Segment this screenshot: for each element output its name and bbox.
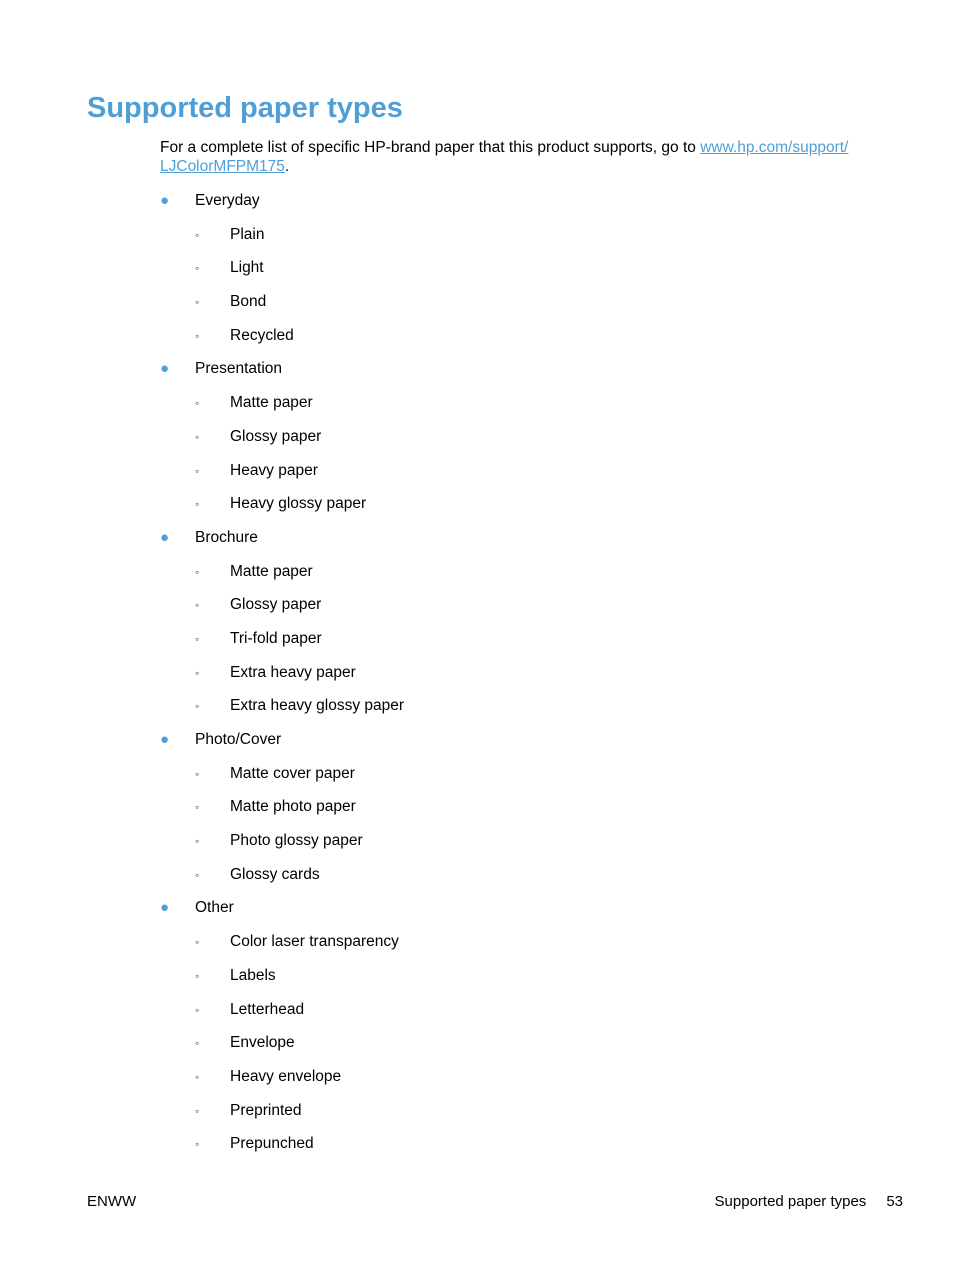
paper-type-label: Prepunched <box>230 1135 314 1153</box>
circle-bullet-icon: ◦ <box>195 295 200 310</box>
circle-bullet-icon: ◦ <box>195 631 200 646</box>
paper-type-label: Letterhead <box>230 1000 305 1018</box>
intro-text: For a complete list of specific HP-brand paper that this product supports, go to <box>160 139 701 156</box>
circle-bullet-icon: ◦ <box>195 564 200 579</box>
bullet-icon: ● <box>160 192 170 209</box>
paper-type-label: Bond <box>230 293 267 311</box>
paper-type-label: Envelope <box>230 1034 295 1052</box>
bullet-icon: ● <box>160 528 170 546</box>
circle-bullet-icon: ◦ <box>195 1036 200 1051</box>
paper-type-label: Matte paper <box>230 394 313 412</box>
circle-bullet-icon: ◦ <box>195 665 200 680</box>
circle-bullet-icon: ◦ <box>195 497 200 512</box>
circle-bullet-icon: ◦ <box>195 1002 200 1017</box>
category-label: Other <box>195 899 234 917</box>
paper-type-label: Light <box>230 259 264 277</box>
circle-bullet-icon: ◦ <box>195 867 200 882</box>
paper-type-label: Extra heavy paper <box>230 663 356 681</box>
circle-bullet-icon: ◦ <box>195 834 200 849</box>
bullet-icon: ● <box>160 899 170 917</box>
category-label: Presentation <box>195 360 283 378</box>
paper-type-label: Heavy glossy paper <box>230 495 367 513</box>
paper-type-label: Glossy paper <box>230 596 322 614</box>
paper-type-label: Matte paper <box>230 562 313 580</box>
category-label: Everyday <box>195 192 260 209</box>
paper-type-label: Glossy paper <box>230 427 322 445</box>
paper-type-label: Extra heavy glossy paper <box>230 697 405 715</box>
paper-type-label: Recycled <box>230 326 294 344</box>
paper-type-label: Tri-fold paper <box>230 629 322 647</box>
circle-bullet-icon: ◦ <box>195 800 200 815</box>
circle-bullet-icon: ◦ <box>195 598 200 613</box>
footer-left: ENWW <box>87 1193 137 1210</box>
circle-bullet-icon: ◦ <box>195 699 200 714</box>
circle-bullet-icon: ◦ <box>195 429 200 444</box>
intro-end: . <box>284 158 290 175</box>
paper-type-label: Photo glossy paper <box>230 832 363 850</box>
paper-type-label: Labels <box>230 966 276 984</box>
page-number: 53 <box>886 1193 903 1210</box>
paper-type-label: Matte cover paper <box>230 764 355 782</box>
footer-section: Supported paper types <box>714 1193 867 1210</box>
category-label: Brochure <box>195 528 258 546</box>
circle-bullet-icon: ◦ <box>195 261 200 276</box>
paper-type-label: Matte photo paper <box>230 798 356 816</box>
paper-type-label: Preprinted <box>230 1101 302 1119</box>
paper-type-label: Heavy paper <box>230 461 318 479</box>
circle-bullet-icon: ◦ <box>195 227 200 242</box>
bullet-icon: ● <box>160 360 170 378</box>
circle-bullet-icon: ◦ <box>195 1137 200 1152</box>
support-link[interactable]: www.hp.com/support/ LJColorMFPM175 <box>160 139 849 175</box>
circle-bullet-icon: ◦ <box>195 1069 200 1084</box>
bullet-icon: ● <box>160 731 170 748</box>
category-label: Photo/Cover <box>195 731 282 748</box>
paper-type-label: Plain <box>230 225 265 243</box>
page-title: Supported paper types <box>87 92 403 124</box>
circle-bullet-icon: ◦ <box>195 463 200 478</box>
circle-bullet-icon: ◦ <box>195 396 200 411</box>
circle-bullet-icon: ◦ <box>195 1103 200 1118</box>
circle-bullet-icon: ◦ <box>195 935 200 950</box>
circle-bullet-icon: ◦ <box>195 766 200 781</box>
paper-type-label: Color laser transparency <box>230 933 399 951</box>
footer-right <box>715 1193 903 1211</box>
circle-bullet-icon: ◦ <box>195 968 200 983</box>
paper-type-label: Glossy cards <box>230 865 320 883</box>
paper-type-label: Heavy envelope <box>230 1067 342 1085</box>
intro-paragraph <box>160 138 890 176</box>
circle-bullet-icon: ◦ <box>195 328 200 343</box>
